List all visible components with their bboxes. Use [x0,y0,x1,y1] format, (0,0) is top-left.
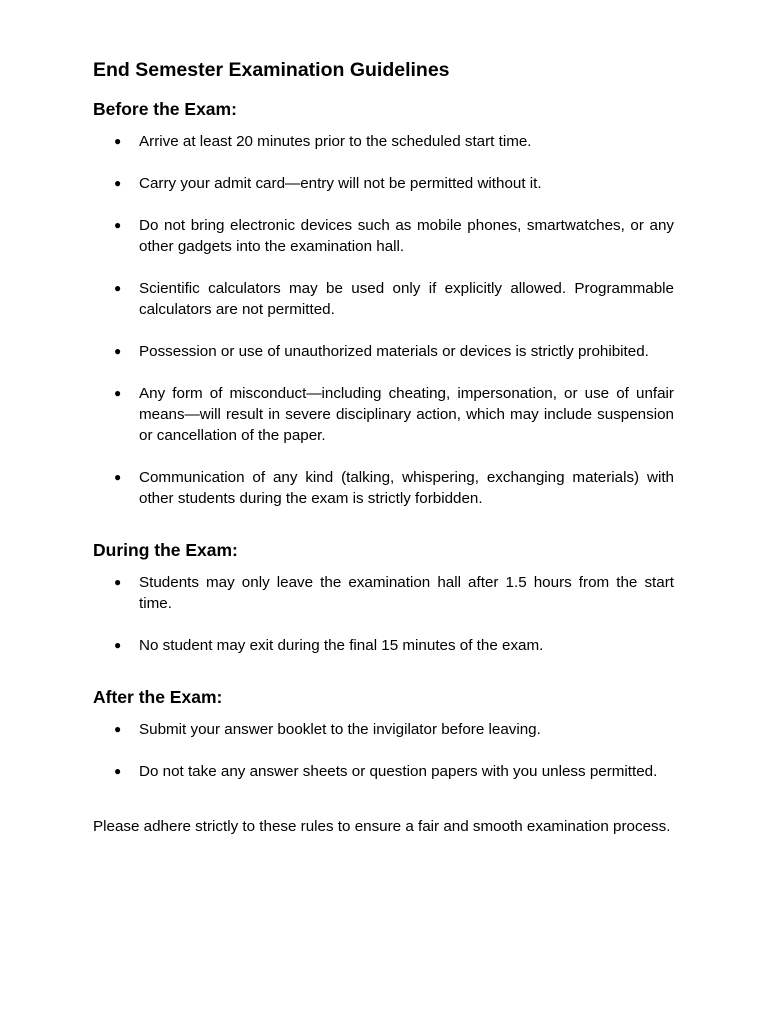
list-item [93,278,674,320]
closing-paragraph: Please adhere strictly to these rules to ensure a fair and smooth examination process. [93,818,671,835]
bullet-icon: ● [114,638,122,652]
rule-text: Arrive at least 20 minutes prior to the scheduled start time. [139,133,532,150]
rule-text: Students may only leave the examination hall after 1.5 hours from the start time. [139,574,674,612]
bullet-icon: ● [114,575,122,589]
rules-list-after-exam [93,719,674,782]
document-title: End Semester Examination Guidelines [93,59,450,81]
rules-list-during-exam [93,572,674,656]
list-item [93,719,674,740]
rule-text: Possession or use of unauthorized materials or devices is strictly prohibited. [139,343,649,360]
bullet-icon: ● [114,386,122,400]
rule-text: Carry your admit card—entry will not be permitted without it. [139,175,542,192]
bullet-icon: ● [114,764,122,778]
bullet-icon: ● [114,722,122,736]
list-item [93,173,674,194]
rule-text: Scientific calculators may be used only if explicitly allowed. Programmable calculators are not permitted. [139,280,674,318]
rule-text: Do not bring electronic devices such as mobile phones, smartwatches, or any other gadgets into the examination hall. [139,217,674,255]
rule-text: No student may exit during the final 15 minutes of the exam. [139,637,544,654]
section-heading-after-exam: After the Exam: [93,687,223,707]
bullet-icon: ● [114,344,122,358]
rule-text: Do not take any answer sheets or question papers with you unless permitted. [139,763,658,780]
list-item [93,572,674,614]
list-item [93,467,674,509]
section-heading-during-exam: During the Exam: [93,540,238,560]
list-item [93,341,674,362]
bullet-icon: ● [114,134,122,148]
list-item [93,383,674,446]
bullet-icon: ● [114,176,122,190]
list-item [93,215,674,257]
bullet-icon: ● [114,218,122,232]
bullet-icon: ● [114,281,122,295]
rule-text: Any form of misconduct—including cheating, impersonation, or use of unfair means—will result in severe disciplinary action, which may include suspension or cancellation of the paper. [139,385,674,444]
rules-list-before-exam [93,131,674,509]
rule-text: Communication of any kind (talking, whispering, exchanging materials) with other students during the exam is strictly forbidden. [139,469,674,507]
rule-text: Submit your answer booklet to the invigilator before leaving. [139,721,541,738]
list-item [93,131,674,152]
list-item [93,635,674,656]
list-item [93,761,674,782]
bullet-icon: ● [114,470,122,484]
section-heading-before-exam: Before the Exam: [93,99,237,119]
